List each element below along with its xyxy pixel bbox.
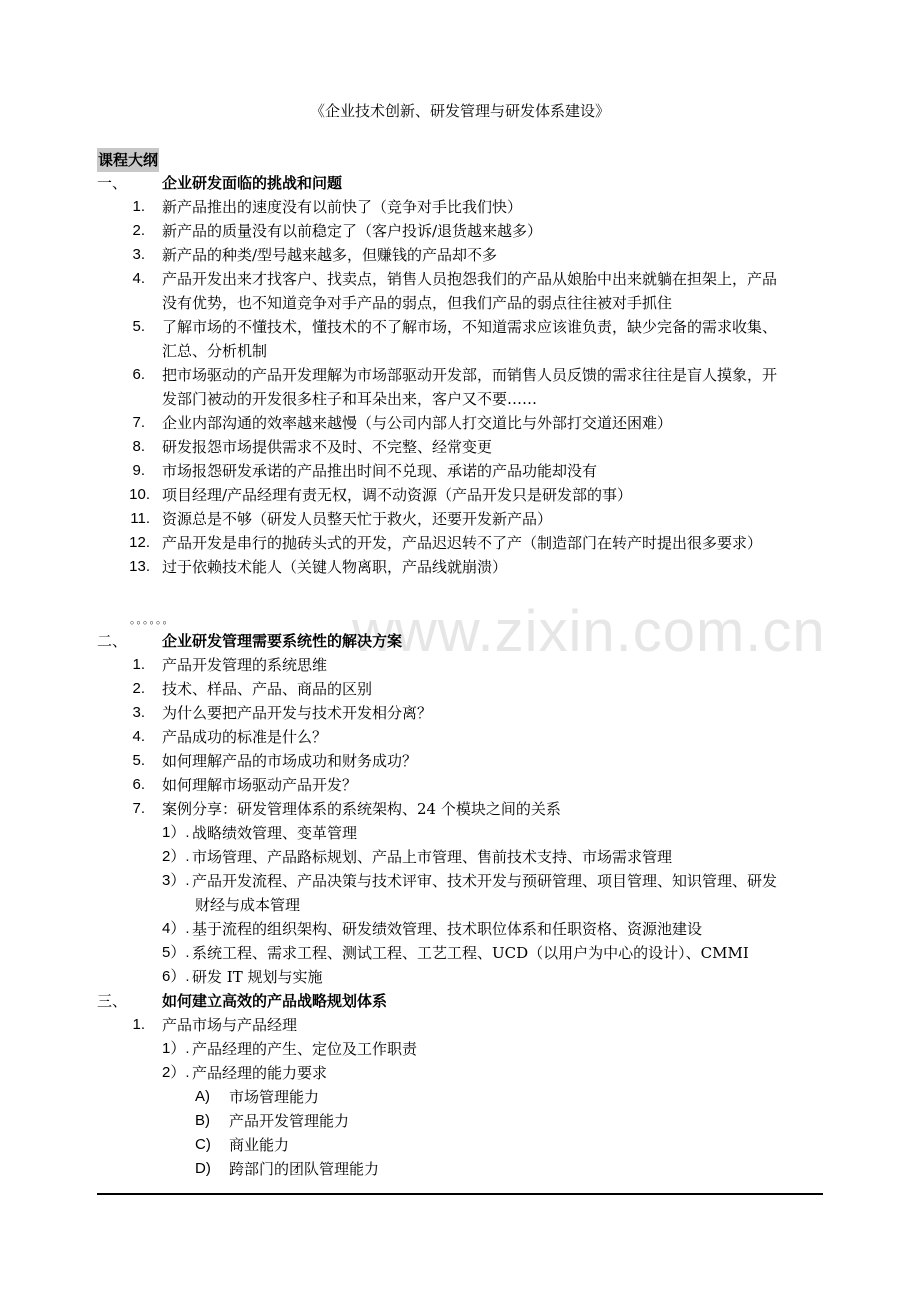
item-number: 1. bbox=[132, 1016, 145, 1033]
item-number: 4. bbox=[132, 270, 145, 287]
letter-marker: C) bbox=[195, 1136, 211, 1153]
item-text: 项目经理/产品经理有责无权，调不动资源（产品开发只是研发部的事） bbox=[162, 486, 633, 504]
item-text: 如何理解产品的市场成功和财务成功？ bbox=[162, 752, 418, 770]
item-number: 6. bbox=[132, 366, 145, 383]
item-text: 案例分享：研发管理体系的系统架构、24 个模块之间的关系 bbox=[162, 800, 561, 818]
item-number: 1. bbox=[132, 656, 145, 673]
sub-item-number: 5）. bbox=[162, 944, 190, 961]
section-title: 企业研发面临的挑战和问题 bbox=[162, 174, 343, 192]
item-text: 发部门被动的开发很多柱子和耳朵出来，客户又不要…… bbox=[162, 390, 538, 408]
lettered-item-text: 产品开发管理能力 bbox=[229, 1112, 350, 1130]
sub-item-number: 2）. bbox=[162, 1064, 190, 1081]
item-text: 了解市场的不懂技术，懂技术的不了解市场，不知道需求应该谁负责，缺少完备的需求收集、 bbox=[162, 318, 778, 336]
item-number: 2. bbox=[132, 222, 145, 239]
item-text: 把市场驱动的产品开发理解为市场部驱动开发部，而销售人员反馈的需求往往是盲人摸象，开 bbox=[162, 366, 778, 384]
section-number: 二、 bbox=[97, 632, 128, 650]
sub-item-text: 产品经理的产生、定位及工作职责 bbox=[192, 1040, 418, 1058]
sub-item-text: 市场管理、产品路标规划、产品上市管理、售前技术支持、市场需求管理 bbox=[192, 848, 673, 866]
document-title: 《企业技术创新、研发管理与研发体系建设》 bbox=[309, 102, 610, 120]
item-number: 2. bbox=[132, 680, 145, 697]
item-text: 汇总、分析机制 bbox=[162, 342, 268, 360]
item-text: 新产品推出的速度没有以前快了（竞争对手比我们快） bbox=[162, 198, 523, 216]
sub-item-text: 研发 IT 规划与实施 bbox=[192, 968, 323, 986]
item-text: 新产品的质量没有以前稳定了（客户投诉/退货越来越多） bbox=[162, 222, 543, 240]
letter-marker: D) bbox=[195, 1160, 211, 1177]
item-number: 3. bbox=[132, 704, 145, 721]
item-text: 企业内部沟通的效率越来越慢（与公司内部人打交道比与外部打交道还困难） bbox=[162, 414, 673, 432]
item-text: 产品市场与产品经理 bbox=[162, 1016, 298, 1034]
item-number: 10. bbox=[129, 486, 150, 503]
item-number: 5. bbox=[132, 752, 145, 769]
item-text: 新产品的种类/型号越来越多，但赚钱的产品却不多 bbox=[162, 246, 498, 264]
item-number: 9. bbox=[132, 462, 145, 479]
sub-item-number: 1）. bbox=[162, 824, 190, 841]
sub-item-number: 4）. bbox=[162, 920, 190, 937]
item-text: 产品开发管理的系统思维 bbox=[162, 656, 328, 674]
sub-item-text: 产品开发流程、产品决策与技术评审、技术开发与预研管理、项目管理、知识管理、研发 bbox=[192, 872, 778, 890]
item-text: 如何理解市场驱动产品开发？ bbox=[162, 776, 358, 794]
item-number: 7. bbox=[132, 414, 145, 431]
item-number: 5. bbox=[132, 318, 145, 335]
section-title: 企业研发管理需要系统性的解决方案 bbox=[162, 632, 403, 650]
item-number: 3. bbox=[132, 246, 145, 263]
item-text: 市场报怨研发承诺的产品推出时间不兑现、承诺的产品功能却没有 bbox=[162, 462, 598, 480]
ellipsis-text: 。。。。。。 bbox=[130, 613, 175, 626]
sub-item-number: 3）. bbox=[162, 872, 190, 889]
item-text: 产品成功的标准是什么？ bbox=[162, 728, 328, 746]
item-text: 为什么要把产品开发与技术开发相分离？ bbox=[162, 704, 433, 722]
section-title: 如何建立高效的产品战略规划体系 bbox=[162, 992, 388, 1010]
item-number: 6. bbox=[132, 776, 145, 793]
sub-item-text: 系统工程、需求工程、测试工程、工艺工程、UCD（以用户为中心的设计）、CMMI bbox=[192, 944, 749, 962]
sub-item-text: 产品经理的能力要求 bbox=[192, 1064, 328, 1082]
letter-marker: A) bbox=[195, 1088, 210, 1105]
item-text: 技术、样品、产品、商品的区别 bbox=[162, 680, 373, 698]
item-text: 没有优势，也不知道竞争对手产品的弱点，但我们产品的弱点往往被对手抓住 bbox=[162, 294, 673, 312]
item-number: 11. bbox=[130, 510, 150, 527]
sub-item-number: 6）. bbox=[162, 968, 190, 985]
outline-label: 课程大纲 bbox=[97, 148, 159, 172]
section-number: 三、 bbox=[97, 992, 128, 1010]
item-number: 7. bbox=[132, 800, 145, 817]
item-text: 过于依赖技术能人（关键人物离职，产品线就崩溃） bbox=[162, 558, 508, 576]
item-number: 4. bbox=[132, 728, 145, 745]
sub-item-number: 2）. bbox=[162, 848, 190, 865]
watermark: www.zixin.com.cn bbox=[352, 599, 826, 664]
item-text: 研发报怨市场提供需求不及时、不完整、经常变更 bbox=[162, 438, 493, 456]
lettered-item-text: 市场管理能力 bbox=[229, 1088, 320, 1106]
sub-item-text: 基于流程的组织架构、研发绩效管理、技术职位体系和任职资格、资源池建设 bbox=[192, 920, 703, 938]
sub-item-number: 1）. bbox=[162, 1040, 190, 1057]
item-text: 资源总是不够（研发人员整天忙于救火，还要开发新产品） bbox=[162, 510, 553, 528]
sub-item-text: 财经与成本管理 bbox=[195, 896, 301, 914]
lettered-item-text: 商业能力 bbox=[229, 1136, 290, 1154]
section-number: 一、 bbox=[97, 174, 128, 192]
sub-item-text: 战略绩效管理、变革管理 bbox=[192, 824, 358, 842]
item-number: 8. bbox=[132, 438, 145, 455]
item-number: 13. bbox=[129, 558, 150, 575]
item-number: 1. bbox=[132, 198, 145, 215]
letter-marker: B) bbox=[195, 1112, 210, 1129]
lettered-item-text: 跨部门的团队管理能力 bbox=[229, 1160, 380, 1178]
item-text: 产品开发是串行的抛砖头式的开发，产品迟迟转不了产（制造部门在转产时提出很多要求） bbox=[162, 534, 763, 552]
item-number: 12. bbox=[129, 534, 150, 551]
item-text: 产品开发出来才找客户、找卖点，销售人员抱怨我们的产品从娘胎中出来就躺在担架上，产品 bbox=[162, 270, 778, 288]
footer-divider bbox=[97, 1193, 823, 1195]
